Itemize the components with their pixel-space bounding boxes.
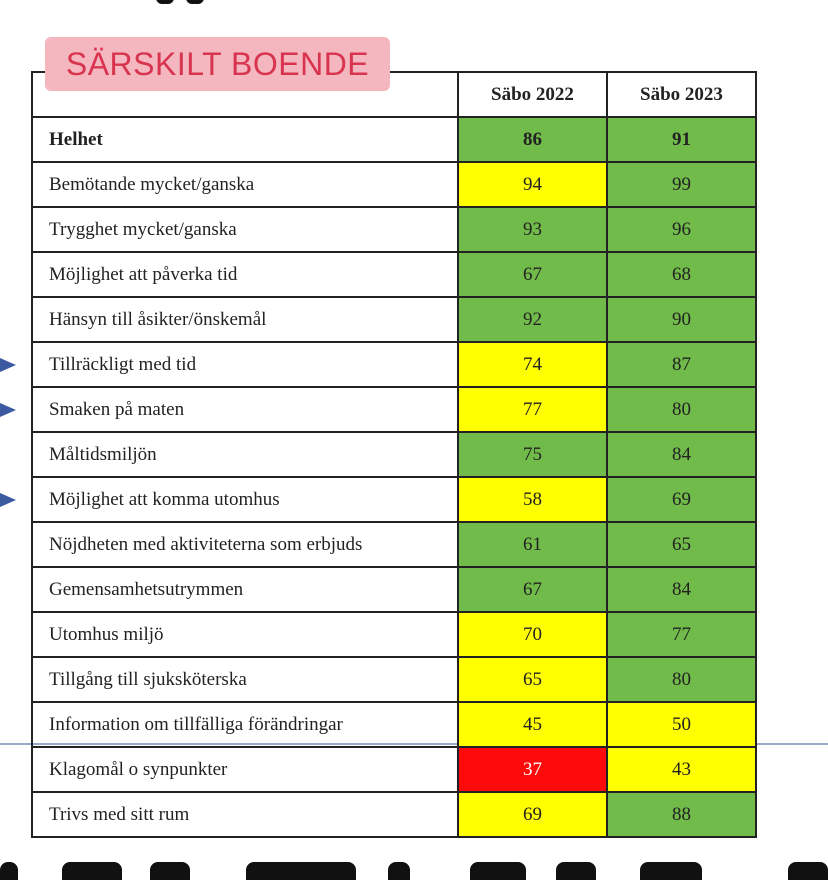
table-row	[32, 252, 756, 297]
table-body	[32, 117, 756, 837]
row-label: Möjlighet att påverka tid	[32, 252, 458, 297]
row-label: Tillräckligt med tid	[32, 342, 458, 387]
table-row	[32, 117, 756, 162]
row-label: Trivs med sitt rum	[32, 792, 458, 837]
table-row	[32, 657, 756, 702]
value-cell-2023: 50	[607, 702, 756, 747]
value-cell-2022: 37	[458, 747, 607, 792]
value-cell-2022: 77	[458, 387, 607, 432]
table-row	[32, 207, 756, 252]
value-cell-2022: 61	[458, 522, 607, 567]
row-label: Klagomål o synpunkter	[32, 747, 458, 792]
value-cell-2022: 58	[458, 477, 607, 522]
value-cell-2022: 75	[458, 432, 607, 477]
value-cell-2022: 93	[458, 207, 607, 252]
row-label: Helhet	[32, 117, 458, 162]
table-row	[32, 387, 756, 432]
value-cell-2022: 94	[458, 162, 607, 207]
row-label: Måltidsmiljön	[32, 432, 458, 477]
cropped-heading-fragment	[150, 0, 220, 6]
table-row	[32, 612, 756, 657]
column-header-2022: Säbo 2022	[458, 72, 607, 117]
value-cell-2022: 86	[458, 117, 607, 162]
cropped-bottom-text-fragment	[0, 862, 828, 880]
table-row	[32, 792, 756, 837]
row-label: Gemensamhetsutrymmen	[32, 567, 458, 612]
row-label: Trygghet mycket/ganska	[32, 207, 458, 252]
row-label: Nöjdheten med aktiviteterna som erbjuds	[32, 522, 458, 567]
table-row	[32, 702, 756, 747]
table-row	[32, 477, 756, 522]
value-cell-2023: 90	[607, 297, 756, 342]
row-arrow-icon	[0, 403, 16, 417]
table-row	[32, 522, 756, 567]
value-cell-2022: 74	[458, 342, 607, 387]
row-label: Tillgång till sjuksköterska	[32, 657, 458, 702]
value-cell-2023: 65	[607, 522, 756, 567]
value-cell-2023: 88	[607, 792, 756, 837]
row-arrow-icon	[0, 493, 16, 507]
row-label: Smaken på maten	[32, 387, 458, 432]
value-cell-2023: 68	[607, 252, 756, 297]
row-label: Hänsyn till åsikter/önskemål	[32, 297, 458, 342]
row-label: Möjlighet att komma utomhus	[32, 477, 458, 522]
value-cell-2023: 87	[607, 342, 756, 387]
value-cell-2023: 77	[607, 612, 756, 657]
table-row	[32, 747, 756, 792]
value-cell-2022: 67	[458, 252, 607, 297]
row-label: Information om tillfälliga förändringar	[32, 702, 458, 747]
value-cell-2023: 99	[607, 162, 756, 207]
section-label-badge: SÄRSKILT BOENDE	[45, 37, 390, 91]
survey-results-table	[31, 71, 757, 838]
value-cell-2023: 84	[607, 567, 756, 612]
value-cell-2022: 67	[458, 567, 607, 612]
value-cell-2023: 84	[607, 432, 756, 477]
row-label: Utomhus miljö	[32, 612, 458, 657]
value-cell-2022: 70	[458, 612, 607, 657]
value-cell-2023: 91	[607, 117, 756, 162]
table-row	[32, 162, 756, 207]
table-row	[32, 567, 756, 612]
value-cell-2022: 92	[458, 297, 607, 342]
value-cell-2022: 45	[458, 702, 607, 747]
table-row	[32, 342, 756, 387]
value-cell-2023: 43	[607, 747, 756, 792]
row-arrow-icon	[0, 358, 16, 372]
row-label: Bemötande mycket/ganska	[32, 162, 458, 207]
value-cell-2022: 65	[458, 657, 607, 702]
value-cell-2023: 80	[607, 657, 756, 702]
value-cell-2022: 69	[458, 792, 607, 837]
value-cell-2023: 80	[607, 387, 756, 432]
value-cell-2023: 96	[607, 207, 756, 252]
column-header-2023: Säbo 2023	[607, 72, 756, 117]
value-cell-2023: 69	[607, 477, 756, 522]
table-row	[32, 297, 756, 342]
table-row	[32, 432, 756, 477]
